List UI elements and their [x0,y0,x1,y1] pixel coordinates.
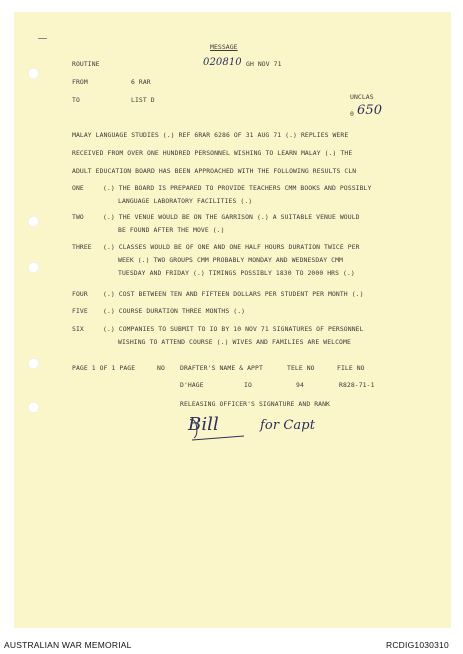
message-form [14,12,451,628]
to-label: TO [72,96,80,104]
to-value: LIST D [131,96,155,104]
punch-hole-icon [28,68,39,79]
no-label: NO [157,364,165,372]
item-label: FOUR [72,290,88,298]
corner-mark [38,38,47,39]
dtg-handwritten: 020810 [203,57,242,68]
item-line: (.) THE VENUE WOULD BE ON THE GARRISON (.) A SUITABLE VENUE WOULD [103,213,360,221]
file-label: FILE NO [337,364,365,372]
dtg-date: GH NOV 71 [246,60,282,68]
signature: Bill [188,414,219,435]
item-line: (.) CLASSES WOULD BE OF ONE AND ONE HALF HOURS DURATION TWICE PER [103,243,360,251]
punch-hole-icon [28,402,39,413]
item-line: (.) COMPANIES TO SUBMIT TO IO BY 10 NOV 71 SIGNATURES OF PERSONNEL [103,325,364,333]
releasing-label: RELEASING OFFICER'S SIGNATURE AND RANK [180,400,331,408]
tele-value: 94 [296,381,304,389]
from-value: 6 RAR [131,78,151,86]
intro-line: MALAY LANGUAGE STUDIES (.) REF 6RAR 6286 OF 31 AUG 71 (.) REPLIES WERE [72,131,349,139]
file-value: R828-71-1 [339,381,375,389]
rank-handwritten: for Capt [260,418,316,433]
page-count: PAGE 1 OF 1 PAGE [72,364,136,372]
item-label: SIX [72,325,84,333]
appt-value: IO [244,381,252,389]
item-line: BE FOUND AFTER THE MOVE (.) [118,226,225,234]
intro-line: RECEIVED FROM OVER ONE HUNDRED PERSONNEL WISHING TO LEARN MALAY (.) THE [72,149,353,157]
item-line: TUESDAY AND FRIDAY (.) TIMINGS POSSIBLY 1830 TO 2000 HRS (.) [118,269,355,277]
item-line: (.) THE BOARD IS PREPARED TO PROVIDE TEACHERS CMM BOOKS AND POSSIBLY [103,184,372,192]
precedence: ROUTINE [72,60,100,68]
from-label: FROM [72,78,88,86]
item-line: WEEK (.) TWO GROUPS CMM PROBABLY MONDAY AND WEDNESDAY CMM [118,256,344,264]
tele-label: TELE NO [287,364,315,372]
item-line: LANGUAGE LABORATORY FACILITIES (.) [118,197,253,205]
item-label: FIVE [72,307,88,315]
item-label: TWO [72,213,84,221]
serial-handwritten: 650 [357,103,383,118]
item-label: ONE [72,184,84,192]
item-line: (.) COURSE DURATION THREE MONTHS (.) [103,307,246,315]
punch-hole-icon [28,262,39,273]
archive-id: RCDIG1030310 [386,640,449,650]
message-title: MESSAGE [210,43,238,51]
drafter-value: D'HAGE [180,381,204,389]
intro-line: ADULT EDUCATION BOARD HAS BEEN APPROACHED WITH THE FOLLOWING RESULTS CLN [72,167,357,175]
classification: UNCLAS [350,93,374,101]
serial-prefix: 0 [350,110,354,118]
drafter-label: DRAFTER'S NAME & APPT [180,364,263,372]
item-line: (.) COST BETWEEN TEN AND FIFTEEN DOLLARS PER STUDENT PER MONTH (.) [103,290,364,298]
item-line: WISHING TO ATTEND COURSE (.) WIVES AND FAMILIES ARE WELCOME [118,338,351,346]
punch-hole-icon [28,358,39,369]
item-label: THREE [72,243,92,251]
punch-hole-icon [28,216,39,227]
archive-credit: AUSTRALIAN WAR MEMORIAL [4,640,132,650]
